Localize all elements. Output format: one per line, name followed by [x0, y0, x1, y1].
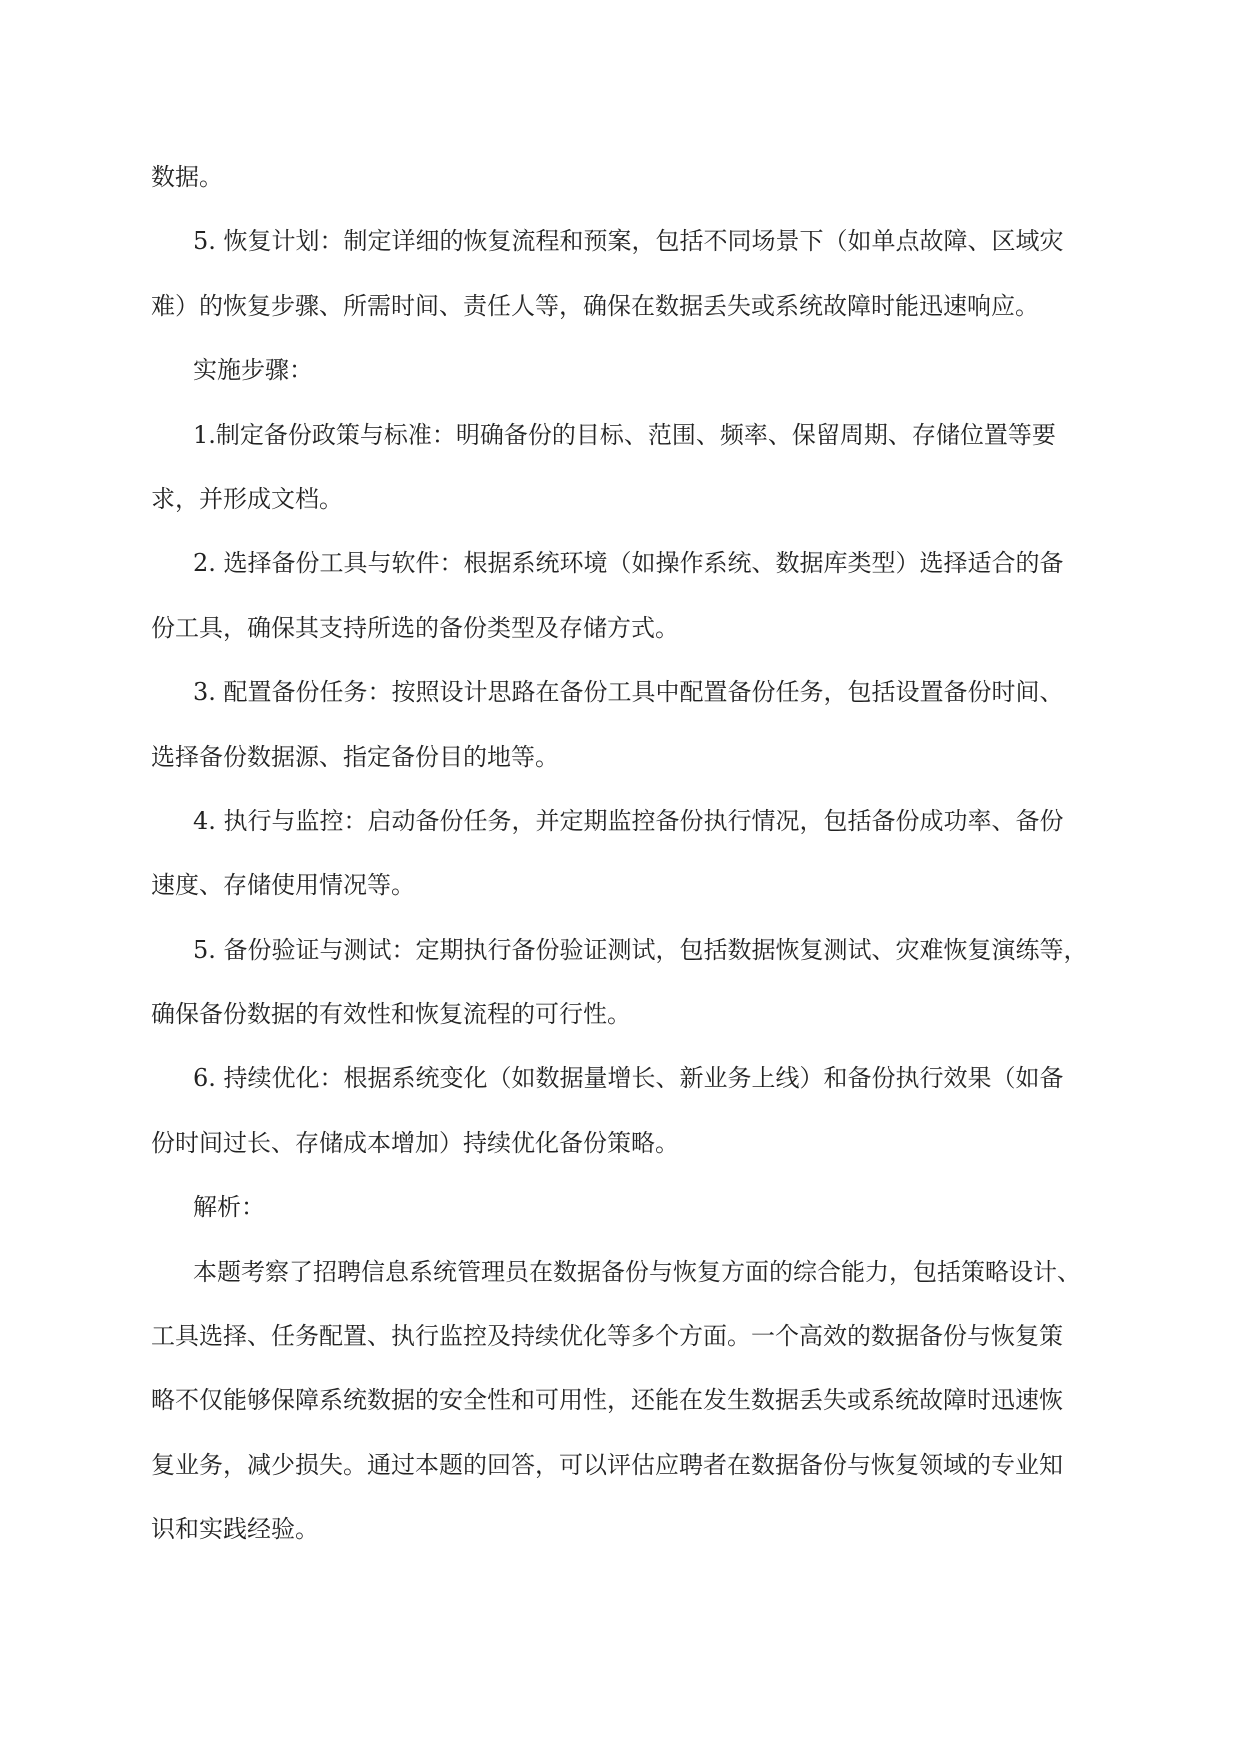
document-body [151, 145, 1095, 1562]
text-line: 2. 选择备份工具与软件：根据系统环境（如操作系统、数据库类型）选择适合的备 [193, 549, 1064, 578]
text-line: 复业务，减少损失。通过本题的回答，可以评估应聘者在数据备份与恢复领域的专业知 [151, 1450, 1063, 1479]
text-line: 5. 备份验证与测试：定期执行备份验证测试，包括数据恢复测试、灾难恢复演练等， [193, 935, 1088, 964]
text-line: 确保备份数据的有效性和恢复流程的可行性。 [151, 1000, 631, 1029]
text-line: 1.制定备份政策与标准：明确备份的目标、范围、频率、保留周期、存储位置等要 [193, 420, 1056, 449]
text-line: 工具选择、任务配置、执行监控及持续优化等多个方面。一个高效的数据备份与恢复策 [151, 1322, 1063, 1351]
text-line: 3. 配置备份任务：按照设计思路在备份工具中配置备份任务，包括设置备份时间、 [193, 678, 1064, 707]
text-line: 4. 执行与监控：启动备份任务，并定期监控备份执行情况，包括备份成功率、备份 [193, 806, 1064, 835]
text-line: 5. 恢复计划：制定详细的恢复流程和预案，包括不同场景下（如单点故障、区域灾 [193, 227, 1064, 256]
text-line: 数据。 [151, 163, 223, 191]
text-line: 难）的恢复步骤、所需时间、责任人等，确保在数据丢失或系统故障时能迅速响应。 [151, 291, 1039, 320]
text-line: 选择备份数据源、指定备份目的地等。 [151, 742, 559, 771]
text-line: 份工具，确保其支持所选的备份类型及存储方式。 [151, 613, 679, 642]
text-line: 识和实践经验。 [151, 1515, 319, 1544]
text-line: 速度、存储使用情况等。 [151, 871, 415, 900]
text-line: 求，并形成文档。 [151, 484, 343, 513]
section-heading-implementation-steps: 实施步骤： [193, 356, 313, 385]
text-line: 份时间过长、存储成本增加）持续优化备份策略。 [151, 1128, 679, 1157]
text-line: 6. 持续优化：根据系统变化（如数据量增长、新业务上线）和备份执行效果（如备 [193, 1064, 1064, 1093]
text-line: 本题考察了招聘信息系统管理员在数据备份与恢复方面的综合能力，包括策略设计、 [193, 1257, 1081, 1286]
text-line: 略不仅能够保障系统数据的安全性和可用性，还能在发生数据丢失或系统故障时迅速恢 [151, 1386, 1063, 1415]
section-heading-analysis: 解析： [193, 1193, 265, 1222]
